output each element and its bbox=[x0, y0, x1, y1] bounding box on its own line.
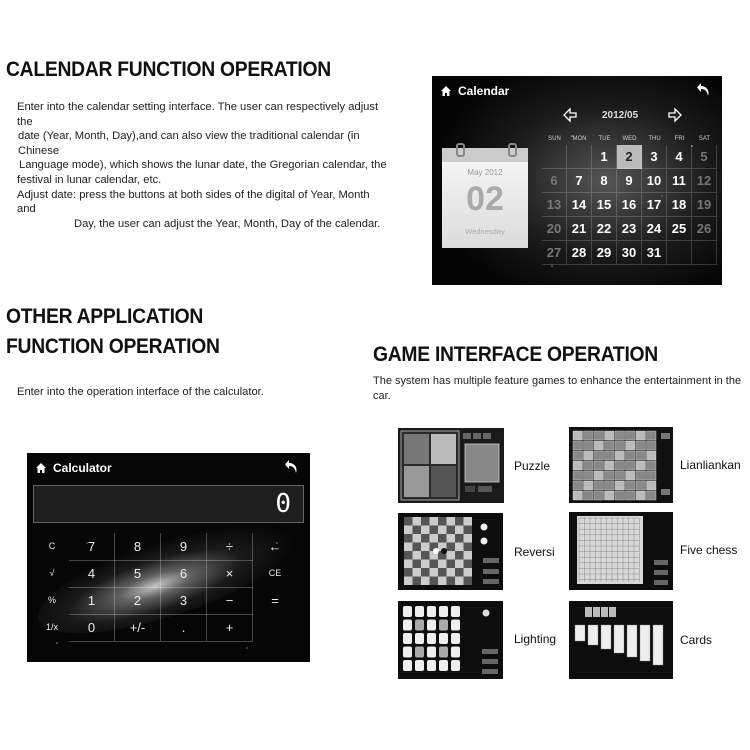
tile bbox=[647, 481, 657, 490]
square bbox=[404, 560, 413, 569]
indicator bbox=[483, 610, 490, 617]
square bbox=[438, 577, 447, 586]
square bbox=[464, 534, 473, 543]
tile bbox=[584, 431, 594, 440]
tile bbox=[594, 461, 604, 470]
square bbox=[447, 551, 456, 560]
square bbox=[404, 577, 413, 586]
day-cell[interactable]: 8 bbox=[592, 169, 617, 193]
tile bbox=[626, 481, 636, 490]
calculator-titlebar bbox=[27, 453, 310, 483]
tile bbox=[594, 491, 604, 500]
day-name: SAT bbox=[698, 136, 711, 142]
day-name: WED bbox=[622, 136, 637, 142]
adjust-text: press the buttons at both sides of the digital of Year, Month and bbox=[17, 188, 370, 216]
desc-line: Enter into the calendar setting interface. The user can respectively adjust the bbox=[17, 101, 379, 128]
puzzle-image bbox=[398, 428, 504, 503]
tile bbox=[647, 461, 657, 470]
disc bbox=[481, 538, 488, 545]
day-cell[interactable]: 6 bbox=[542, 169, 567, 193]
bulb bbox=[403, 660, 412, 671]
tile bbox=[636, 481, 646, 490]
day-cell[interactable]: 2 bbox=[617, 145, 642, 169]
square bbox=[404, 517, 413, 526]
tile bbox=[605, 461, 615, 470]
calc-key[interactable]: . bbox=[161, 614, 207, 642]
calc-key[interactable]: 7 bbox=[69, 533, 115, 561]
day-name: FRI bbox=[674, 136, 685, 142]
day-grid bbox=[542, 136, 712, 265]
tile bbox=[594, 471, 604, 480]
key-row bbox=[35, 587, 297, 614]
foundation bbox=[585, 607, 592, 617]
calendar-title: Calendar bbox=[458, 84, 510, 98]
bulb bbox=[427, 633, 436, 644]
day-cell bbox=[667, 241, 692, 265]
day-cell[interactable]: 20 bbox=[542, 217, 567, 241]
calc-key[interactable]: − bbox=[207, 587, 253, 615]
ring bbox=[456, 143, 465, 157]
home-icon[interactable] bbox=[440, 85, 452, 97]
day-cell[interactable]: 22 bbox=[592, 217, 617, 241]
square bbox=[430, 517, 439, 526]
square bbox=[421, 568, 430, 577]
day-cell[interactable]: 28 bbox=[567, 241, 592, 265]
foundation bbox=[609, 607, 616, 617]
day-cell[interactable]: 14 bbox=[567, 193, 592, 217]
home-icon[interactable] bbox=[35, 462, 47, 474]
calc-key[interactable]: C bbox=[48, 541, 56, 551]
square bbox=[464, 526, 473, 535]
card-stack bbox=[588, 625, 598, 645]
square bbox=[464, 577, 473, 586]
side-button bbox=[654, 570, 668, 575]
calendar-heading: CALENDAR FUNCTION OPERATION bbox=[6, 58, 331, 81]
bulb bbox=[403, 620, 412, 631]
square bbox=[447, 517, 456, 526]
day-cell[interactable]: 26 bbox=[692, 217, 717, 241]
tile bbox=[594, 431, 604, 440]
next-month-icon[interactable] bbox=[667, 107, 683, 123]
tile bbox=[636, 491, 646, 500]
cards-thumbnail[interactable] bbox=[569, 601, 673, 679]
side-button bbox=[661, 433, 670, 439]
tile bbox=[605, 481, 615, 490]
foundation bbox=[593, 607, 600, 617]
day-cell[interactable]: 12 bbox=[692, 169, 717, 193]
tile bbox=[584, 471, 594, 480]
bulb bbox=[451, 606, 460, 617]
day-cell[interactable]: 7 bbox=[567, 169, 592, 193]
cards-label: Cards bbox=[680, 633, 713, 647]
day-cell[interactable]: 11 bbox=[667, 169, 692, 193]
tile bbox=[615, 481, 625, 490]
square bbox=[421, 517, 430, 526]
side-button bbox=[654, 580, 668, 585]
game-description: The system has multiple feature games to enhance the entertainment in the car. bbox=[373, 375, 742, 402]
tile bbox=[594, 451, 604, 460]
card-stack bbox=[653, 625, 663, 665]
day-cell[interactable]: 17 bbox=[642, 193, 667, 217]
tile bbox=[605, 431, 615, 440]
tile bbox=[594, 441, 604, 450]
bulb bbox=[451, 660, 460, 671]
tile bbox=[584, 481, 594, 490]
lighting-label: Lighting bbox=[514, 632, 557, 646]
tile bbox=[615, 431, 625, 440]
square bbox=[430, 577, 439, 586]
square bbox=[413, 568, 422, 577]
calc-key[interactable]: 1/x bbox=[45, 622, 58, 632]
tile bbox=[636, 451, 646, 460]
tile bbox=[573, 471, 583, 480]
calc-key[interactable]: + bbox=[207, 614, 253, 642]
tile bbox=[605, 451, 615, 460]
square bbox=[464, 551, 473, 560]
tile bbox=[626, 461, 636, 470]
calc-key[interactable]: √ bbox=[49, 568, 55, 578]
five-chess-label: Five chess bbox=[680, 543, 738, 557]
calendar-page bbox=[442, 148, 528, 248]
calc-key[interactable]: 4 bbox=[69, 560, 115, 588]
square bbox=[464, 543, 473, 552]
day-cell[interactable]: 24 bbox=[642, 217, 667, 241]
day-cell bbox=[567, 145, 592, 169]
tile bbox=[605, 491, 615, 500]
key-row bbox=[35, 560, 297, 587]
key-row bbox=[35, 533, 297, 560]
lighting-thumbnail[interactable] bbox=[398, 601, 503, 679]
card-stack bbox=[640, 625, 650, 661]
tile bbox=[573, 481, 583, 490]
reversi-thumbnail[interactable] bbox=[398, 513, 503, 590]
bulb bbox=[415, 633, 424, 644]
square bbox=[455, 560, 464, 569]
day-cell[interactable]: 21 bbox=[567, 217, 592, 241]
bulb bbox=[415, 620, 424, 631]
disc bbox=[441, 548, 447, 554]
day-cell[interactable]: 31 bbox=[642, 241, 667, 265]
side-button bbox=[654, 560, 668, 565]
calculator-keypad bbox=[35, 533, 297, 641]
bulb bbox=[427, 606, 436, 617]
calc-key[interactable]: 0 bbox=[69, 614, 115, 642]
page-day: 02 bbox=[466, 180, 504, 218]
tile bbox=[573, 461, 583, 470]
other-heading-line2: FUNCTION OPERATION bbox=[6, 335, 220, 358]
square bbox=[430, 568, 439, 577]
day-cell[interactable]: 10 bbox=[642, 169, 667, 193]
day-cell[interactable]: 13 bbox=[542, 193, 567, 217]
square bbox=[430, 526, 439, 535]
bulb bbox=[415, 660, 424, 671]
square bbox=[421, 534, 430, 543]
tile bbox=[636, 461, 646, 470]
square bbox=[413, 551, 422, 560]
tile bbox=[615, 491, 625, 500]
day-cell[interactable]: 16 bbox=[617, 193, 642, 217]
bulb bbox=[415, 606, 424, 617]
bulb bbox=[427, 620, 436, 631]
tile bbox=[626, 471, 636, 480]
day-cell[interactable]: 3 bbox=[642, 145, 667, 169]
tile bbox=[584, 491, 594, 500]
square bbox=[404, 551, 413, 560]
day-cell[interactable]: 5 bbox=[692, 145, 717, 169]
square bbox=[430, 534, 439, 543]
day-cell[interactable]: 25 bbox=[667, 217, 692, 241]
calc-key[interactable]: 2 bbox=[115, 587, 161, 615]
month-label: 2012/05 bbox=[602, 110, 639, 121]
side-button bbox=[483, 579, 499, 584]
square bbox=[455, 568, 464, 577]
tile bbox=[615, 461, 625, 470]
reversi-label: Reversi bbox=[514, 545, 555, 559]
square bbox=[421, 526, 430, 535]
tile bbox=[647, 491, 657, 500]
square bbox=[438, 534, 447, 543]
square bbox=[464, 568, 473, 577]
calc-key[interactable]: ← bbox=[268, 539, 282, 554]
calculator-display bbox=[33, 485, 304, 523]
tile bbox=[584, 441, 594, 450]
lianliankan-board bbox=[569, 427, 673, 503]
desc-line: date (Year, Month, Day),and can also view the traditional calendar (in Chinese bbox=[18, 130, 360, 157]
back-icon[interactable] bbox=[696, 82, 712, 98]
adjust-line-2: Day, the user can adjust the Year, Month, Day of the calendar. bbox=[74, 217, 381, 230]
square bbox=[413, 526, 422, 535]
tile bbox=[615, 441, 625, 450]
card-stack bbox=[575, 625, 585, 641]
day-name: MON bbox=[572, 136, 587, 142]
bulb bbox=[427, 660, 436, 671]
tile bbox=[605, 471, 615, 480]
calc-key[interactable]: 3 bbox=[161, 587, 207, 615]
day-cell[interactable]: 18 bbox=[667, 193, 692, 217]
square bbox=[455, 551, 464, 560]
foundation bbox=[601, 607, 608, 617]
calc-key[interactable]: CE bbox=[268, 568, 282, 578]
day-name: TUE bbox=[598, 136, 611, 142]
puzzle-label: Puzzle bbox=[514, 459, 551, 473]
desc-line: festival in lunar calendar, etc. bbox=[17, 173, 162, 186]
square bbox=[413, 543, 422, 552]
square bbox=[438, 517, 447, 526]
tile bbox=[615, 451, 625, 460]
calc-key[interactable]: +/- bbox=[115, 614, 161, 642]
side-button bbox=[483, 569, 499, 574]
five-chess-thumbnail[interactable] bbox=[569, 512, 673, 590]
calculator-title: Calculator bbox=[53, 461, 112, 475]
calc-key[interactable]: = bbox=[271, 593, 279, 608]
disc bbox=[481, 524, 488, 531]
square bbox=[464, 517, 473, 526]
board bbox=[577, 516, 643, 584]
calc-key[interactable]: 5 bbox=[115, 560, 161, 588]
day-cell[interactable]: 15 bbox=[592, 193, 617, 217]
card-stack bbox=[627, 625, 637, 657]
square bbox=[421, 551, 430, 560]
tile bbox=[594, 481, 604, 490]
square bbox=[404, 534, 413, 543]
square bbox=[438, 568, 447, 577]
bulb bbox=[439, 633, 448, 644]
square bbox=[455, 526, 464, 535]
day-cell[interactable]: 4 bbox=[667, 145, 692, 169]
calendar-screen bbox=[432, 76, 722, 285]
tile bbox=[605, 441, 615, 450]
side-button bbox=[661, 489, 670, 495]
square bbox=[455, 577, 464, 586]
day-cell bbox=[542, 145, 567, 169]
square bbox=[447, 568, 456, 577]
day-cell[interactable]: 23 bbox=[617, 217, 642, 241]
side-button bbox=[482, 659, 498, 664]
square bbox=[404, 526, 413, 535]
tile bbox=[636, 441, 646, 450]
square bbox=[464, 560, 473, 569]
square bbox=[438, 526, 447, 535]
tile bbox=[636, 431, 646, 440]
square bbox=[447, 543, 456, 552]
puzzle-thumbnail[interactable] bbox=[398, 428, 504, 503]
calendar-titlebar bbox=[432, 76, 722, 106]
day-cells bbox=[542, 145, 712, 265]
bulb bbox=[439, 620, 448, 631]
square bbox=[455, 534, 464, 543]
bulb bbox=[451, 647, 460, 658]
square bbox=[455, 543, 464, 552]
lianliankan-label: Lianliankan bbox=[680, 458, 741, 472]
square bbox=[413, 517, 422, 526]
tile bbox=[626, 431, 636, 440]
disc bbox=[433, 548, 439, 554]
tile bbox=[636, 471, 646, 480]
bulb bbox=[403, 606, 412, 617]
tile bbox=[626, 451, 636, 460]
tile bbox=[647, 431, 657, 440]
day-names bbox=[542, 136, 712, 142]
card-stack bbox=[601, 625, 611, 649]
tile bbox=[573, 451, 583, 460]
tile bbox=[573, 441, 583, 450]
square bbox=[447, 560, 456, 569]
square bbox=[430, 560, 439, 569]
day-cell[interactable]: 29 bbox=[592, 241, 617, 265]
square bbox=[421, 543, 430, 552]
key-row bbox=[35, 614, 297, 641]
game-heading: GAME INTERFACE OPERATION bbox=[373, 343, 658, 366]
tile bbox=[647, 451, 657, 460]
bulb bbox=[415, 647, 424, 658]
day-cell[interactable]: 9 bbox=[617, 169, 642, 193]
tile bbox=[615, 471, 625, 480]
day-cell[interactable]: 19 bbox=[692, 193, 717, 217]
square bbox=[413, 560, 422, 569]
adjust-label: Adjust date: bbox=[17, 188, 77, 201]
square bbox=[404, 543, 413, 552]
calc-key[interactable]: 1 bbox=[69, 587, 115, 615]
square bbox=[413, 577, 422, 586]
display-value: 0 bbox=[275, 489, 291, 519]
reversi-board bbox=[398, 513, 503, 590]
bulb bbox=[451, 620, 460, 631]
back-icon[interactable] bbox=[284, 459, 300, 475]
tile bbox=[584, 461, 594, 470]
square bbox=[421, 577, 430, 586]
square bbox=[447, 534, 456, 543]
tile bbox=[573, 431, 583, 440]
square bbox=[447, 577, 456, 586]
day-name: THU bbox=[648, 136, 661, 142]
day-cell bbox=[692, 241, 717, 265]
adjust-line bbox=[17, 188, 387, 217]
lianliankan-thumbnail[interactable] bbox=[569, 427, 673, 503]
calc-key bbox=[253, 614, 297, 642]
bulb bbox=[403, 633, 412, 644]
day-cell[interactable]: 1 bbox=[592, 145, 617, 169]
prev-month-icon[interactable] bbox=[562, 107, 578, 123]
day-cell[interactable]: 30 bbox=[617, 241, 642, 265]
square bbox=[413, 534, 422, 543]
square bbox=[438, 560, 447, 569]
bulb bbox=[439, 606, 448, 617]
calendar-description bbox=[17, 100, 387, 231]
square bbox=[447, 526, 456, 535]
day-name: SUN bbox=[548, 136, 561, 142]
calculator-description: Enter into the operation interface of the calculator. bbox=[17, 386, 264, 398]
five-chess-board bbox=[569, 512, 673, 590]
bulb bbox=[439, 660, 448, 671]
day-cell[interactable]: 27 bbox=[542, 241, 567, 265]
bulb bbox=[439, 647, 448, 658]
calculator-screen bbox=[27, 453, 310, 662]
calc-key[interactable]: % bbox=[47, 595, 56, 605]
bulb bbox=[451, 633, 460, 644]
cards-table bbox=[569, 601, 673, 679]
tile bbox=[647, 441, 657, 450]
bulb bbox=[403, 647, 412, 658]
calc-key[interactable]: ÷ bbox=[207, 533, 253, 561]
other-heading-line1: OTHER APPLICATION bbox=[6, 305, 204, 328]
lighting-board bbox=[398, 601, 503, 679]
calc-key[interactable]: 6 bbox=[161, 560, 207, 588]
tile bbox=[647, 471, 657, 480]
bulb bbox=[427, 647, 436, 658]
page-month: May 2012 bbox=[467, 168, 503, 177]
calc-key[interactable]: 8 bbox=[115, 533, 161, 561]
side-button bbox=[483, 558, 499, 563]
tile bbox=[626, 441, 636, 450]
ring bbox=[508, 143, 517, 157]
tile bbox=[584, 451, 594, 460]
side-button bbox=[482, 669, 498, 674]
tile bbox=[573, 491, 583, 500]
square bbox=[455, 517, 464, 526]
page-weekday: Wednesday bbox=[465, 227, 505, 236]
desc-line: Language mode), which shows the lunar date, the Gregorian calendar, the bbox=[19, 159, 387, 172]
calc-key[interactable]: × bbox=[207, 560, 253, 588]
square bbox=[404, 568, 413, 577]
card-stack bbox=[614, 625, 624, 653]
tile bbox=[626, 491, 636, 500]
calc-key[interactable]: 9 bbox=[161, 533, 207, 561]
square bbox=[421, 560, 430, 569]
side-button bbox=[482, 649, 498, 654]
